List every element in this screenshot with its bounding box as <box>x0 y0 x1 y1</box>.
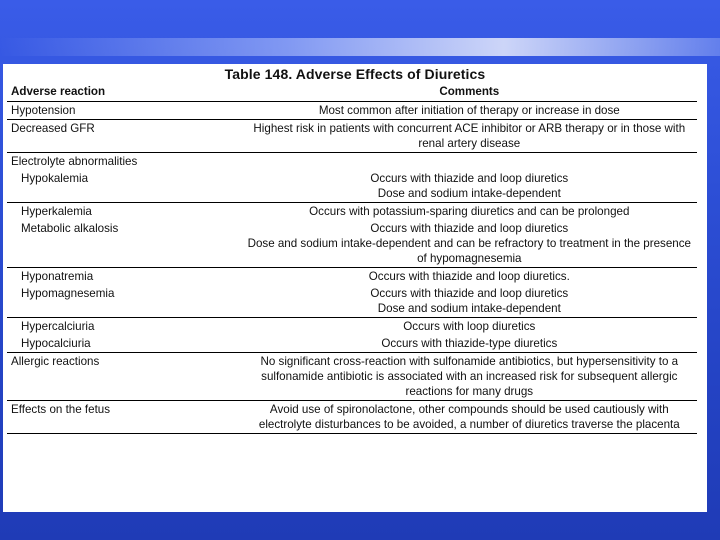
comment-cell: Occurs with thiazide-type diuretics <box>242 335 697 353</box>
comment-cell: Occurs with potassium-sparing diuretics and can be prolonged <box>309 205 630 218</box>
adverse-effects-table <box>7 84 697 434</box>
table-row <box>7 353 697 401</box>
comment-cell: Highest risk in patients with concurrent ACE inhibitor or ARB therapy or in those with renal artery disease <box>242 120 697 153</box>
table-row <box>7 285 697 318</box>
table-title: Table 148. Adverse Effects of Diuretics <box>224 66 486 82</box>
reaction-cell: Hyponatremia <box>21 270 94 283</box>
reaction-cell: Hypercalciuria <box>21 320 95 333</box>
table-row <box>7 203 697 221</box>
reaction-cell: Hypotension <box>7 102 242 120</box>
comment-cell: Occurs with thiazide and loop diuretics. <box>368 270 570 283</box>
comment-cell: No significant cross-reaction with sulfonamide antibiotics, but hypersensitivity to a sulfonamide antibiotic is associated with an increased risk for subsequent allergic reactions for many drugs <box>242 353 697 401</box>
table-row <box>7 102 697 120</box>
column-header-reaction: Adverse reaction <box>7 84 242 102</box>
table-row <box>7 401 697 434</box>
comment-cell: Occurs with thiazide and loop diuretics Dose and sodium intake-dependent <box>242 170 697 203</box>
comment-cell: Most common after initiation of therapy or increase in dose <box>242 102 697 120</box>
reaction-cell: Metabolic alkalosis <box>7 220 242 268</box>
reaction-cell: Hyperkalemia <box>21 205 92 218</box>
comment-cell: Occurs with loop diuretics <box>403 320 536 333</box>
background-highlight-stripe <box>0 38 720 56</box>
reaction-cell: Decreased GFR <box>7 120 242 153</box>
reaction-cell: Electrolyte abnormalities <box>11 155 138 168</box>
reaction-cell: Allergic reactions <box>7 353 242 401</box>
comment-cell: Occurs with thiazide and loop diuretics Dose and sodium intake-dependent <box>242 285 697 318</box>
table-row <box>7 268 697 286</box>
reaction-cell: Effects on the fetus <box>7 401 242 434</box>
table-row <box>7 318 697 336</box>
reaction-cell: Hypomagnesemia <box>7 285 242 318</box>
reaction-cell: Hypokalemia <box>7 170 242 203</box>
comment-cell <box>242 153 697 171</box>
reaction-cell: Hypocalciuria <box>7 335 242 353</box>
comment-cell: Avoid use of spironolactone, other compounds should be used cautiously with electrolyte disturbances to be avoided, a number of diuretics traverse the placenta <box>242 401 697 434</box>
column-header-comments: Comments <box>242 84 697 102</box>
table-row <box>7 120 697 153</box>
table-row <box>7 153 697 171</box>
comment-cell: Occurs with thiazide and loop diuretics Dose and sodium intake-dependent and can be refractory to treatment in the presence of hypomagnesemia <box>242 220 697 268</box>
slide-table-image <box>3 64 707 512</box>
table-row <box>7 220 697 268</box>
table-row <box>7 335 697 353</box>
table-row <box>7 170 697 203</box>
